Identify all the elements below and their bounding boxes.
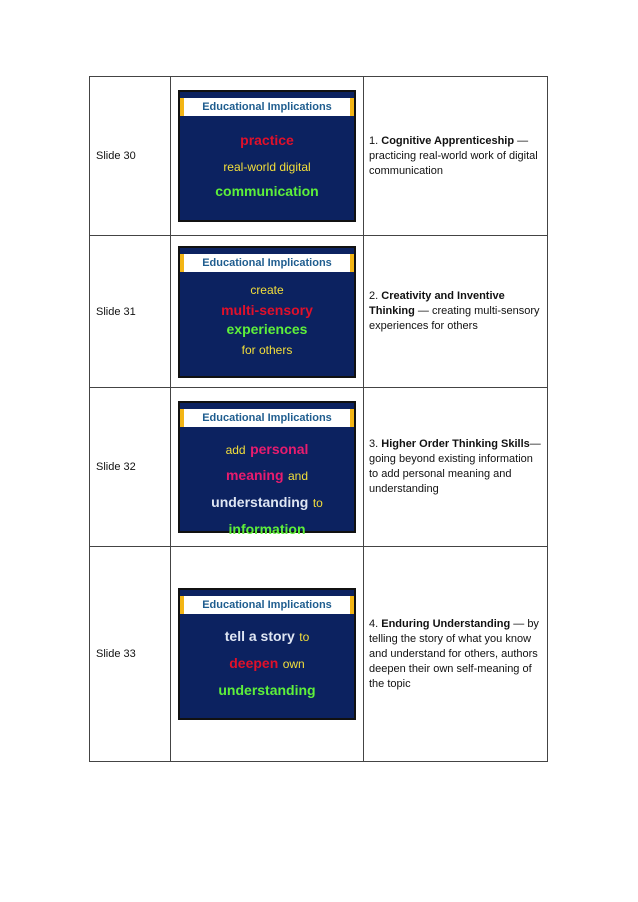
slide-text: tell a story: [224, 628, 295, 644]
slide-header-bar: [180, 254, 354, 272]
slide-header: Educational Implications: [184, 98, 350, 116]
slide-text: real-world digital: [223, 160, 311, 174]
slide-thumbnail-cell: [171, 77, 364, 236]
slides-table: [89, 76, 548, 762]
slide-header-bar: [180, 409, 354, 427]
slide-text: communication: [215, 183, 319, 199]
table-row: [90, 77, 548, 236]
slide-text: personal: [250, 441, 309, 457]
slide-header: Educational Implications: [184, 254, 350, 272]
description-cell: [364, 77, 548, 236]
item-number: 4.: [369, 617, 379, 630]
slide-label: Slide 32: [90, 388, 171, 547]
slide-text: and: [288, 469, 309, 483]
slide-label: Slide 31: [90, 236, 171, 388]
slide-label: Slide 30: [90, 77, 171, 236]
item-title: Creativity and Inventive Thinking: [369, 290, 505, 317]
item-text: — practicing real-world work of digital communication: [369, 134, 538, 177]
item-text: — creating multi-sensory experiences for others: [369, 305, 540, 332]
table-row: [90, 547, 548, 762]
slide-header: Educational Implications: [184, 596, 350, 614]
item-text: — going beyond existing information to add personal meaning and understanding: [369, 438, 541, 495]
slide-thumbnail-cell: [171, 388, 364, 547]
slide-text: own: [282, 657, 305, 671]
slide-text: add: [225, 443, 246, 457]
slide-text: experiences: [226, 320, 308, 337]
slide-text: for others: [241, 342, 293, 357]
slide-text: understanding: [218, 682, 316, 698]
slide-label: Slide 33: [90, 547, 171, 762]
description-cell: [364, 547, 548, 762]
table-row: [90, 388, 548, 547]
slide-text: practice: [240, 132, 294, 148]
item-title: Enduring Understanding: [381, 617, 511, 630]
slide-text: deepen: [229, 655, 279, 671]
slide-text: meaning: [225, 467, 284, 483]
slide-thumbnail-cell: [171, 236, 364, 388]
item-number: 2.: [369, 290, 379, 302]
slide-text: multi-sensory: [221, 301, 313, 318]
slide-thumbnail-cell: [171, 547, 364, 762]
item-title: Higher Order Thinking Skills: [381, 438, 530, 450]
item-text: — by telling the story of what you know and understand for others, authors deepen their own self-meaning of the topic: [369, 617, 539, 690]
slide-text: create: [250, 282, 284, 297]
slide-header-bar: [180, 98, 354, 116]
slide-thumbnail: [178, 401, 356, 537]
slide-header-bar: [180, 596, 354, 614]
slide-text: information: [228, 521, 306, 537]
slide-text: to: [312, 496, 323, 510]
table-row: [90, 236, 548, 388]
slide-thumbnail: [178, 246, 356, 378]
item-title: Cognitive Apprenticeship: [381, 134, 515, 147]
slide-thumbnail: [178, 588, 356, 720]
slide-header: Educational Implications: [184, 409, 350, 427]
slide-thumbnail: [178, 90, 356, 222]
description-cell: [364, 388, 548, 547]
item-number: 1.: [369, 134, 379, 147]
slide-text: to: [299, 630, 310, 644]
description-cell: [364, 236, 548, 388]
item-number: 3.: [369, 438, 379, 450]
slide-text: understanding: [211, 494, 309, 510]
